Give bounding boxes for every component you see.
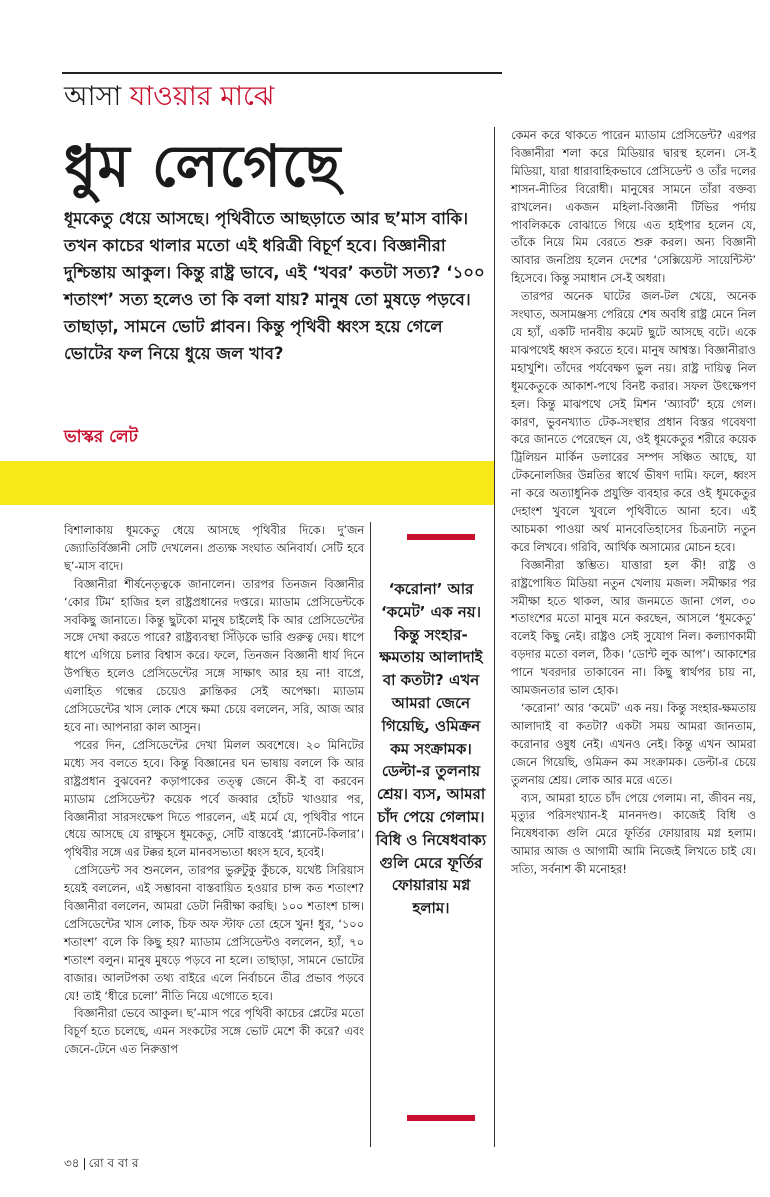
yellow-band	[0, 461, 495, 505]
column-divider-left	[370, 522, 371, 1147]
headline: ধুম লেগেছে	[64, 132, 342, 200]
paragraph: ব্যস, আমরা হাতে চাঁদ পেয়ে গেলাম। না, জীবন নয়, মৃত্যুর পরিসংখ্যান-ই মাননদণ্ড। কাজেই বিধি ও নিষেধবাক্য গুলি মেরে ফূর্তির ফোয়ারায় মগ্ন হলাম। আমার আজ ও আগামী আমি নিজেই লিখতে চাই যে। সত্যি, সর্বনাশ কী মনোহর!	[511, 791, 756, 877]
pullquote-bar-bottom	[407, 1115, 475, 1121]
paragraph: বিজ্ঞানীরা শীর্ষনেতৃত্বকে জানালেন। তারপর তিনজন বিজ্ঞানীর ‘কোর টিম’ হাজির হল রাষ্ট্রপ্রধানের দপ্তরে। ম্যাডাম প্রেসিডেন্টকে সবকিছু জানাতে। কিন্তু ছুটকো মানুষ চাইলেই কি আর প্রেসিডেন্টের সঙ্গে দেখা করতে পারে? রাষ্ট্রব্যবস্থা সিঁড়িকে ভারি গুরুত্ব দেয়। ধাপে ধাপে এগিয়ে চলার বিশ্বাস করে। ফলে, তিনজন বিজ্ঞানী ধার্য দিনে উপস্থিত হলেও প্রেসিডেন্টের সঙ্গে সাক্ষাৎ আর হয় না! বাপ্রে, এলাহিত গন্ধের চেয়েও ক্লান্তিকর সেই অপেক্ষা। ম্যাডাম প্রেসিডেন্টের খাস লোক শেষে ক্ষমা চেয়ে বললেন, সরি, আজ আর হবে না। আপনারা কাল আসুন।	[64, 577, 364, 734]
page-number: ৩৪	[64, 1156, 80, 1170]
paragraph: কেমন করে থাকতে পারেন ম্যাডাম প্রেসিডেন্ট? এরপর বিজ্ঞানীরা শলা করে মিডিয়ার দ্বারস্থ হলেন। সে-ই মিডিয়া, যারা ধারাবাহিকভাবে প্রেসিডেন্ট ও তাঁর দলের শাসন-নীতির বিরোধী। মানুষের সামনে তাঁরা বক্তব্য রাখলেন। একজন মহিলা-বিজ্ঞানী টিভির পর্দায় পাবলিককে বোঝাতে গিয়ে এত হাইপার হলেন যে, তাঁকে নিয়ে মিম বেরতে শুরু করল। অন্য বিজ্ঞানী আবার জনপ্রিয় হলেন দেশের ‘সেক্সিয়েস্ট সায়েন্টিস্ট’ হিসেবে। কিন্তু সমাধান সে-ই অধরা।	[511, 129, 756, 286]
paragraph: বিজ্ঞানীরা ভেবে আকুল। ছ’-মাস পরে পৃথিবী কাচের প্লেটের মতো বিচূর্ণ হতে চলেছে, এমন সংকটের সঙ্গে ভোট মেশে কী করে? এবং জেনে-টেনে এত নিরুত্তাপ	[64, 1007, 364, 1057]
author-byline: ভাস্কর লেট	[64, 427, 138, 447]
section-kicker	[64, 80, 274, 114]
kicker-part2: যাওয়ার মাঝে	[129, 81, 275, 112]
paragraph: বিশালাকায় ধূমকেতু ধেয়ে আসছে পৃথিবীর দিকে। দু’জন জ্যোতির্বিজ্ঞানী সেটি দেখলেন। প্রত্যক্ষ সংঘাত অনিবার্য। সেটি হবে ছ’-মাস বাদে।	[64, 524, 364, 573]
paragraph: ‘করোনা’ আর ‘কমেট’ এক নয়। কিন্তু সংহার-ক্ষমতায় আলাদাই বা কতটা? একটা সময় আমরা জানতাম, করোনার ওষুধ নেই। এখনও নেই। কিন্তু এখন আমরা জেনে গিয়েছি, ওমিক্রন কম সংক্রামক। ডেল্টা-র চেয়ে তুলনায় শ্রেয়। লোক আর মরে এতে।	[511, 702, 756, 787]
kicker-part1: আসা	[64, 81, 122, 112]
intro-standfirst: ধূমকেতু ধেয়ে আসছে। পৃথিবীতে আছড়াতে আর ছ’মাস বাকি। তখন কাচের থালার মতো এই ধরিত্রী বিচূর্ণ হবে। বিজ্ঞানীরা দুশ্চিন্তায় আকুল। কিন্তু রাষ্ট্র ভাবে, এই ‘খবর’ কতটা সত্য? ‘১০০ শতাংশ’ সত্য হলেও তা কি বলা যায়? মানুষ তো মুষড়ে পড়বে। তাছাড়া, সামনে ভোট প্লাবন। কিন্তু পৃথিবী ধ্বংস হয়ে গেলে ভোটের ফল নিয়ে ধুয়ে জল খাব?	[64, 209, 485, 363]
paragraph: পরের দিন, প্রেসিডেন্টের দেখা মিলল অবশেষে। ২০ মিনিটের মধ্যে সব বলতে হবে। কিন্তু বিজ্ঞানের ঘন ভাষায় বললে কি আর রাষ্ট্রপ্রধান বুঝবেন? কড়াপাকের তত্ত্ব জেনে কী-ই বা করবেন ম্যাডাম প্রেসিডেন্ট? কয়েক পর্বে জব্বার হোঁচট খাওয়ার পর, বিজ্ঞানীরা সারসংক্ষেপ দিতে পারলেন, এই মর্মে যে, পৃথিবীর পানে ধেয়ে আসছে যে রাক্ষুসে ধূমকেতু, সেটি বাস্তবেই ‘প্ল্যানেট-কিলার’। পৃথিবীর সঙ্গে এর টক্কর হলে মানবসভ্যতা ধ্বংস হবে, হবেই।	[64, 738, 364, 860]
section-name: রো ব বা র	[88, 1156, 139, 1170]
pullquote-bar-top	[407, 534, 475, 540]
folio	[64, 1155, 138, 1175]
article-column-1	[64, 522, 364, 1059]
article-column-3	[511, 127, 756, 879]
paragraph: প্রেসিডেন্ট সব শুনলেন, তারপর ভুরুটুকু কুঁচকে, যথেষ্ট সিরিয়াস হয়েই বললেন, এই সম্ভাবনা বাস্তবায়িত হওয়ার চান্স কত শতাংশ? বিজ্ঞানীরা বললেন, আমরা ডেটা নিরীক্ষা করছি। ১০০ শতাংশ চান্স। প্রেসিডেন্টের খাস লোক, চিফ অফ স্টাফ তো হেসে খুন! ধুর, ‘১০০ শতাংশ’ বলে কি কিছু হয়? ম্যাডাম প্রেসিডেন্টও বললেন, হ্যাঁ, ৭০ শতাংশ বলুন। মানুষ মুষড়ে পড়বে না হলে। তাছাড়া, সামনে ভোটের বাজার। আলটপকা তথ্য বাইরে এলে নির্বাচনে তীব্র প্রভাব পড়বে যে! তাই ‘ধীরে চলো’ নীতি নিয়ে এগোতে হবে।	[64, 864, 364, 1003]
top-rule	[62, 72, 502, 74]
paragraph: তারপর অনেক ঘাটের জল-টল খেয়ে, অনেক সংঘাত, অসামঞ্জস্য পেরিয়ে শেষ অবধি রাষ্ট্র মেনে নিল যে হ্যাঁ, একটি দানবীয় কমেট ছুটে আসছে বটে। একে মাঝপথেই ধ্বংস করতে হবে। মানুষ আশ্বস্ত। বিজ্ঞানীরাও মহাখুশি। তাঁদের পর্যবেক্ষণ ভুল নয়। রাষ্ট্র দায়িত্ব নিল ধূমকেতুকে আকাশ-পথে বিনষ্ট করার। সফল উৎক্ষেপণ হল। কিন্তু মাঝপথে সেই মিশন ‘অ্যাবর্ট’ হয়ে গেল। কারণ, ভুবনখ্যাত টেক-সংস্থার প্রধান বিস্তর গবেষণা করে জানতে পেরেছেন যে, ওই ধূমকেতুর শরীরে কয়েক ট্রিলিয়ন মার্কিন ডলারের সম্পদ সঞ্চিত আছে, যা টেকনোলজির উন্নতির স্বার্থে ভীষণ দামি। ফলে, ধ্বংস না করে অত্যাধুনিক প্রযুক্তি ব্যবহার করে ওই ধূমকেতুর দেহাংশ খুবলে খুবলে পৃথিবীতে আনা হবে। এই আচমকা পাওয়া অর্থ মানবেতিহাসের চিত্রনাট্য নতুন করে লিখবে। গরিবি, আর্থিক অসাম্যের মোচন হবে।	[511, 290, 756, 554]
pull-quote: ‘করোনা’ আর ‘কমেট’ এক নয়। কিন্তু সংহার-ক্ষমতায় আলাদাই বা কতটা? এখন আমরা জেনে গিয়েছি, ওমিক্রন কম সংক্রামক। ডেল্টা-র তুলনায় শ্রেয়। ব্যস, আমরা চাঁদ পেয়ে গেলাম। বিধি ও নিষেধবাক্য গুলি মেরে ফূর্তির ফোয়ারায় মগ্ন হলাম।	[375, 580, 487, 918]
paragraph: বিজ্ঞানীরা স্তম্ভিত। যাত্তারা হল কী! রাষ্ট্র ও রাষ্ট্রপোষিত মিডিয়া নতুন খেলায় মজল। সমীক্ষার পর সমীক্ষা হতে থাকল, আর জনমতে জানা গেল, ৩০ শতাংশের মতো মানুষ মনে করছেন, আসলে ‘ধূমকেতু’ বলেই কিছু নেই। রাষ্ট্রও সেই সুযোগ নিল। কল্যাণকামী বড়দার মতো বলল, ঠিক। ‘ডোন্ট লুক আপ’। আকাশের পানে খবরদার তাকাবেন না। কিছু স্বার্থপর চায় না, আমজনতার ভাল হোক।	[511, 558, 756, 698]
folio-separator	[84, 1158, 85, 1170]
column-divider-right	[494, 127, 495, 1147]
